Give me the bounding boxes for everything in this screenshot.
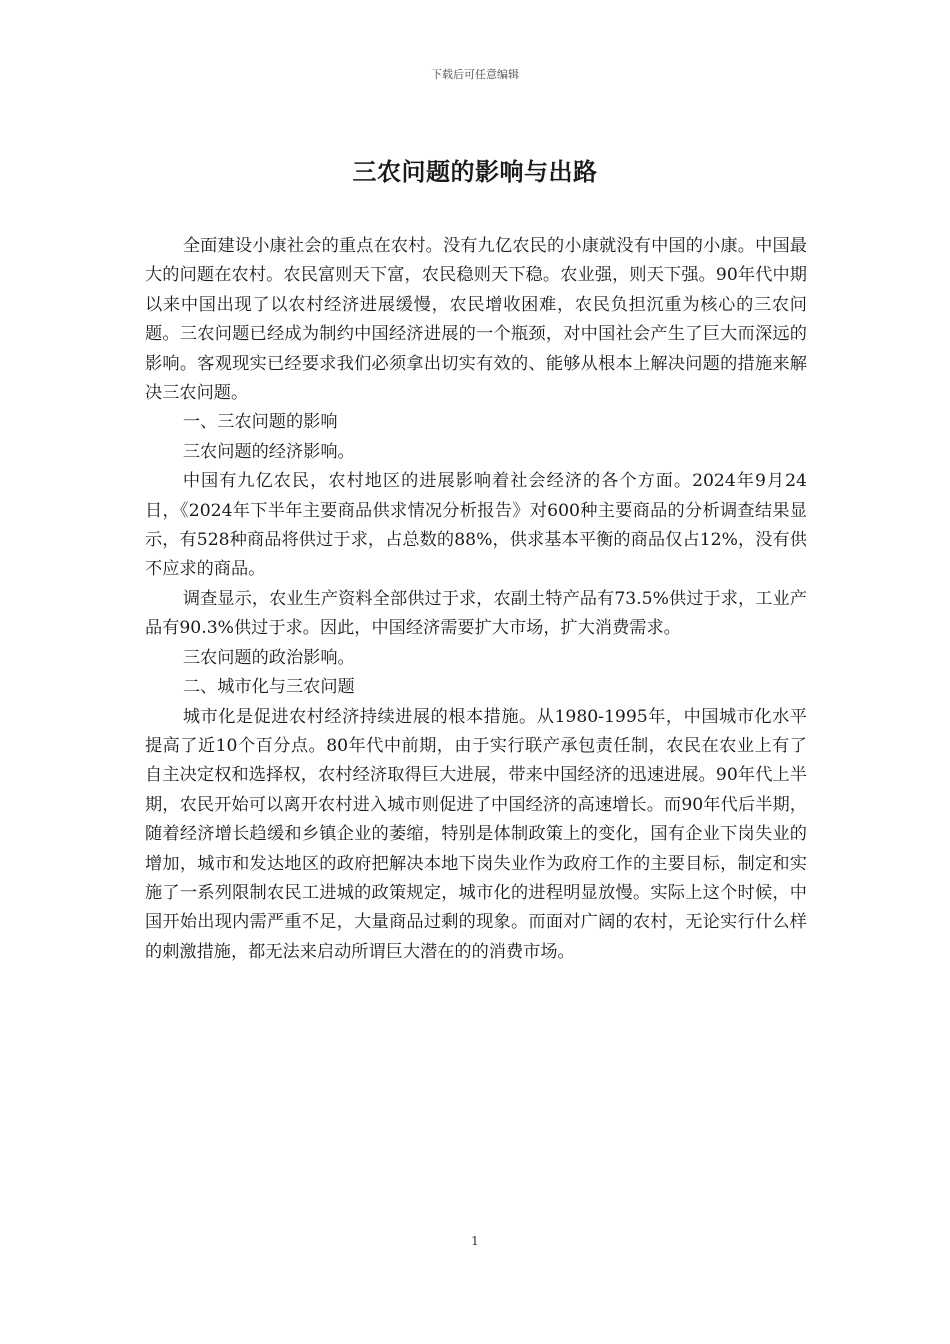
document-body bbox=[145, 232, 807, 967]
section-heading-impact: 一、三农问题的影响 bbox=[182, 412, 338, 433]
subheading-political-impact: 三农问题的政治影响。 bbox=[182, 647, 355, 668]
paragraph-economic: 中国有九亿农民，农村地区的进展影响着社会经济的各个方面。2024年9月24日，《2024年下半年主要商品供求情况分析报告》对600种主要商品的分析调查结果显示，有528种商品将供过于求，占总数的88%，供求基本平衡的商品仅占12%，没有供不应求的商品。 bbox=[145, 471, 807, 580]
subheading-economic-impact: 三农问题的经济影响。 bbox=[182, 441, 355, 462]
page-number: 1 bbox=[471, 1234, 479, 1248]
document-title: 三农问题的影响与出路 bbox=[352, 157, 598, 186]
paragraph-urbanization: 城市化是促进农村经济持续进展的根本措施。从1980-1995年，中国城市化水平提高了近10个百分点。80年代中前期，由于实行联产承包责任制，农民在农业上有了自主决定权和选择权，农村经济取得巨大进展，带来中国经济的迅速进展。90年代上半期，农民开始可以离开农村进入城市则促进了中国经济的高速增长。而90年代后半期，随着经济增长趋缓和乡镇企业的萎缩，特别是体制政策上的变化，国有企业下岗失业的增加，城市和发达地区的政府把解决本地下岗失业作为政府工作的主要目标，制定和实施了一系列限制农民工进城的政策规定，城市化的进程明显放慢。实际上这个时候，中国开始出现内需严重不足，大量商品过剩的现象。而面对广阔的农村，无论实行什么样的刺激措施，都无法来启动所谓巨大潜在的的消费市场。 bbox=[145, 706, 807, 962]
section-heading-urbanization: 二、城市化与三农问题 bbox=[182, 677, 355, 698]
page-header: 下载后可任意编辑 bbox=[431, 68, 519, 81]
paragraph-intro: 全面建设小康社会的重点在农村。没有九亿农民的小康就没有中国的小康。中国最大的问题在农村。农民富则天下富，农民稳则天下稳。农业强，则天下强。90年代中期以来中国出现了以农村经济进展缓慢，农民增收困难，农民负担沉重为核心的三农问题。三农问题已经成为制约中国经济进展的一个瓶颈，对中国社会产生了巨大而深远的影响。客观现实已经要求我们必须拿出切实有效的、能够从根本上解决问题的措施来解决三农问题。 bbox=[145, 236, 807, 404]
paragraph-survey: 调查显示，农业生产资料全部供过于求，农副土特产品有73.5%供过于求，工业产品有90.3%供过于求。因此，中国经济需要扩大市场，扩大消费需求。 bbox=[145, 588, 807, 639]
